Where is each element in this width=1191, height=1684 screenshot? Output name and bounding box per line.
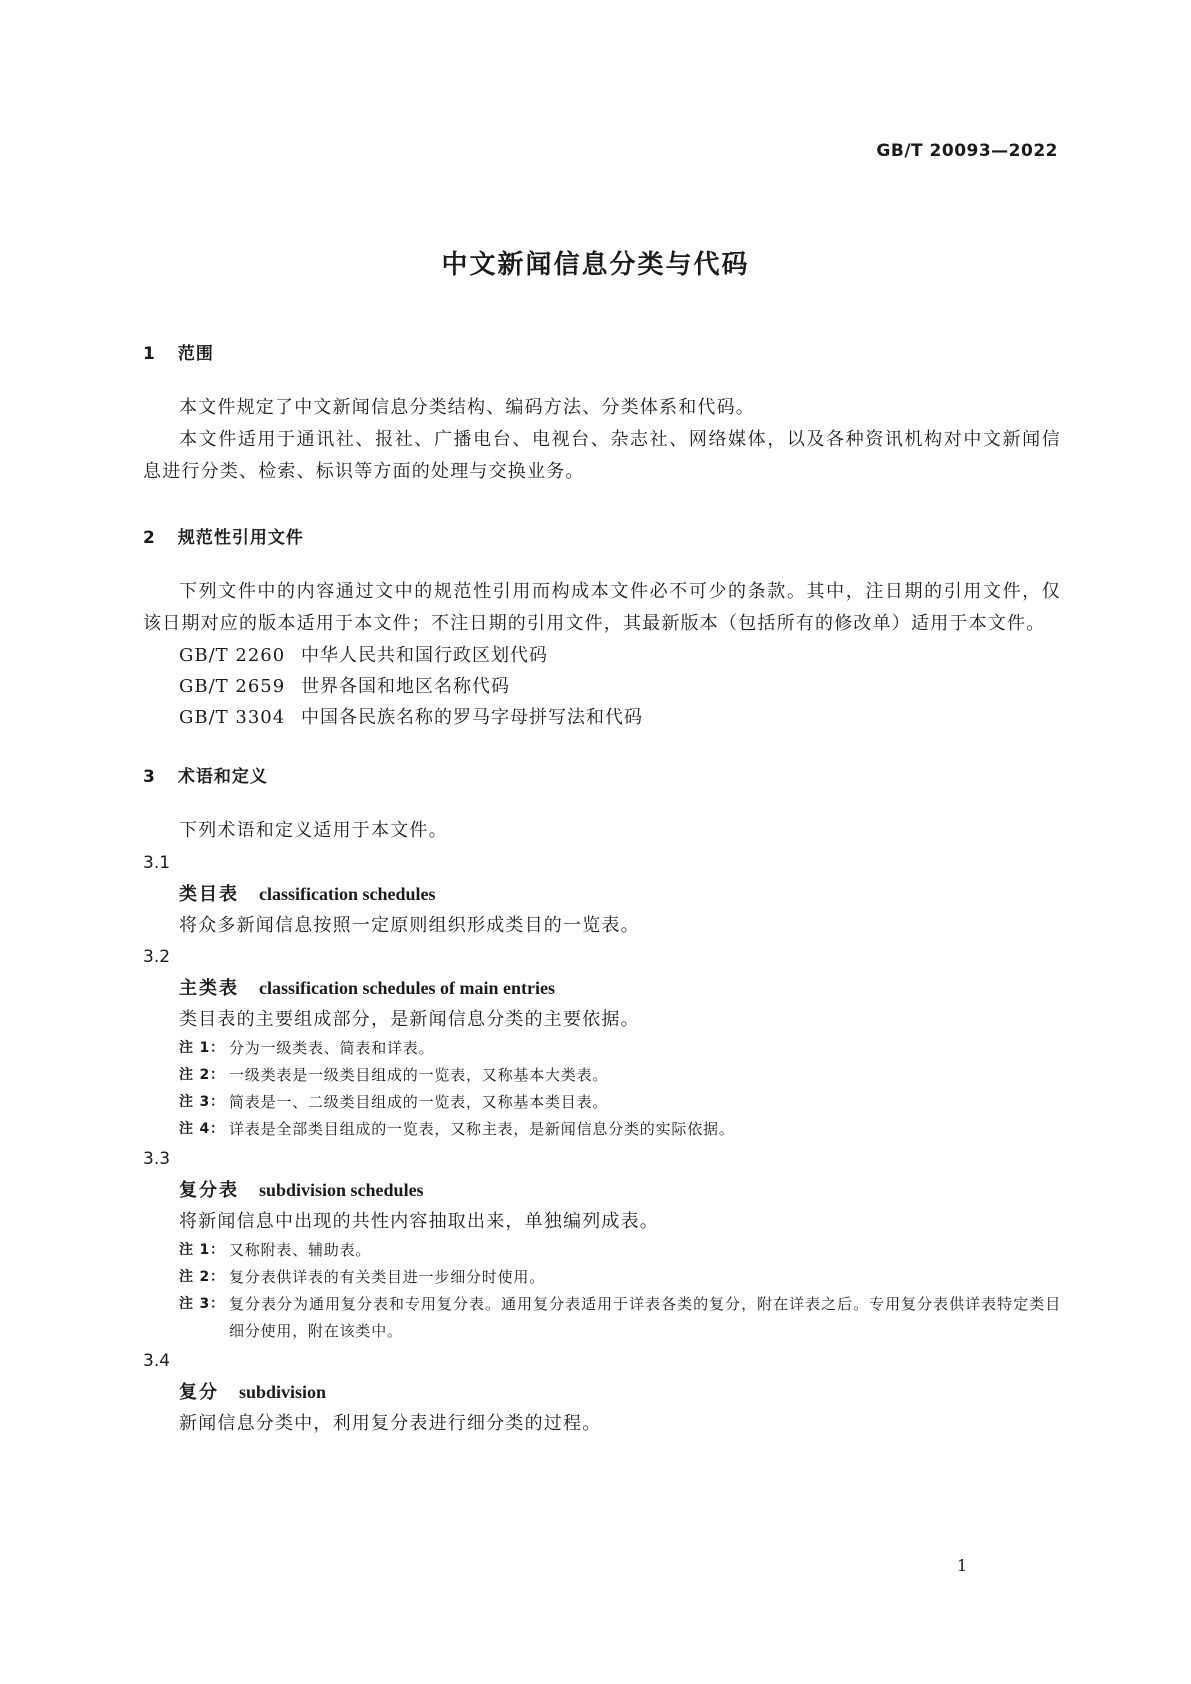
document-body bbox=[143, 340, 1061, 1439]
reference-code: GB/T 2260 bbox=[179, 645, 286, 666]
note-label: 注 1： bbox=[179, 1040, 225, 1056]
term-chinese: 复分表 bbox=[179, 1180, 239, 1201]
note bbox=[143, 1035, 1061, 1062]
reference-title: 中国各民族名称的罗马字母拼写法和代码 bbox=[301, 707, 643, 728]
section-number: 2 bbox=[143, 528, 156, 548]
reference-title: 中华人民共和国行政区划代码 bbox=[301, 645, 548, 666]
note bbox=[143, 1116, 1061, 1143]
note bbox=[143, 1264, 1061, 1291]
term-number: 3.3 bbox=[143, 1149, 171, 1169]
section-number: 3 bbox=[143, 767, 156, 787]
term-number: 3.4 bbox=[143, 1351, 171, 1371]
reference-item bbox=[143, 702, 1061, 733]
paragraph: 本文件适用于通讯社、报社、广播电台、电视台、杂志社、网络媒体，以及各种资讯机构对中文新闻信息进行分类、检索、标识等方面的处理与交换业务。 bbox=[143, 429, 1061, 482]
note-text: 复分表分为通用复分表和专用复分表。通用复分表适用于详表各类的复分，附在详表之后。专用复分表供详表特定类目细分使用，附在该类中。 bbox=[229, 1295, 1061, 1340]
term-english: subdivision bbox=[239, 1382, 327, 1402]
term-chinese: 主类表 bbox=[179, 978, 239, 999]
note-text: 又称附表、辅助表。 bbox=[229, 1241, 372, 1259]
note-label: 注 2： bbox=[179, 1269, 225, 1285]
section-3-heading bbox=[143, 763, 1061, 791]
section-title: 规范性引用文件 bbox=[177, 528, 304, 548]
note-text: 一级类表是一级类目组成的一览表，又称基本大类表。 bbox=[229, 1066, 609, 1084]
note-label: 注 2： bbox=[179, 1067, 225, 1083]
standard-code: GB/T 20093—2022 bbox=[876, 141, 1058, 161]
note-label: 注 4： bbox=[179, 1121, 225, 1137]
term-english: classification schedules of main entries bbox=[259, 978, 555, 998]
paragraph: 下列术语和定义适用于本文件。 bbox=[179, 820, 448, 841]
paragraph: 下列文件中的内容通过文中的规范性引用而构成本文件必不可少的条款。其中，注日期的引用文件，仅该日期对应的版本适用于本文件；不注日期的引用文件，其最新版本（包括所有的修改单）适用于本文件。 bbox=[143, 581, 1061, 634]
section-title: 范围 bbox=[177, 344, 214, 364]
page-number: 1 bbox=[957, 1556, 968, 1575]
note bbox=[143, 1237, 1061, 1264]
section-1-heading bbox=[143, 340, 1061, 368]
term-heading bbox=[143, 1377, 1061, 1408]
note bbox=[143, 1062, 1061, 1089]
term-heading bbox=[143, 973, 1061, 1004]
reference-item bbox=[143, 671, 1061, 702]
note-label: 注 3： bbox=[179, 1094, 225, 1110]
term-english: subdivision schedules bbox=[259, 1180, 424, 1200]
term-number: 3.1 bbox=[143, 853, 171, 873]
reference-code: GB/T 3304 bbox=[179, 707, 286, 728]
reference-item bbox=[143, 640, 1061, 671]
term-chinese: 复分 bbox=[179, 1382, 219, 1403]
term-heading bbox=[143, 879, 1061, 910]
reference-code: GB/T 2659 bbox=[179, 676, 286, 697]
section-number: 1 bbox=[143, 344, 156, 364]
term-chinese: 类目表 bbox=[179, 884, 239, 905]
term-number: 3.2 bbox=[143, 947, 171, 967]
note-text: 详表是全部类目组成的一览表，又称主表，是新闻信息分类的实际依据。 bbox=[229, 1120, 735, 1138]
term-definition: 将新闻信息中出现的共性内容抽取出来，单独编列成表。 bbox=[179, 1211, 659, 1232]
note bbox=[143, 1291, 1061, 1345]
section-2-heading bbox=[143, 524, 1061, 552]
term-heading bbox=[143, 1175, 1061, 1206]
document-title: 中文新闻信息分类与代码 bbox=[441, 250, 750, 280]
term-definition: 新闻信息分类中，利用复分表进行细分类的过程。 bbox=[179, 1413, 602, 1434]
note-label: 注 3： bbox=[179, 1296, 225, 1312]
section-title: 术语和定义 bbox=[177, 767, 268, 787]
term-english: classification schedules bbox=[259, 884, 436, 904]
note bbox=[143, 1089, 1061, 1116]
paragraph: 本文件规定了中文新闻信息分类结构、编码方法、分类体系和代码。 bbox=[179, 397, 755, 418]
note-label: 注 1： bbox=[179, 1242, 225, 1258]
reference-title: 世界各国和地区名称代码 bbox=[301, 676, 510, 697]
note-text: 简表是一、二级类目组成的一览表，又称基本类目表。 bbox=[229, 1093, 609, 1111]
note-text: 复分表供详表的有关类目进一步细分时使用。 bbox=[229, 1268, 546, 1286]
note-text: 分为一级类表、简表和详表。 bbox=[229, 1039, 435, 1057]
term-definition: 类目表的主要组成部分，是新闻信息分类的主要依据。 bbox=[179, 1009, 640, 1030]
term-definition: 将众多新闻信息按照一定原则组织形成类目的一览表。 bbox=[179, 915, 640, 936]
